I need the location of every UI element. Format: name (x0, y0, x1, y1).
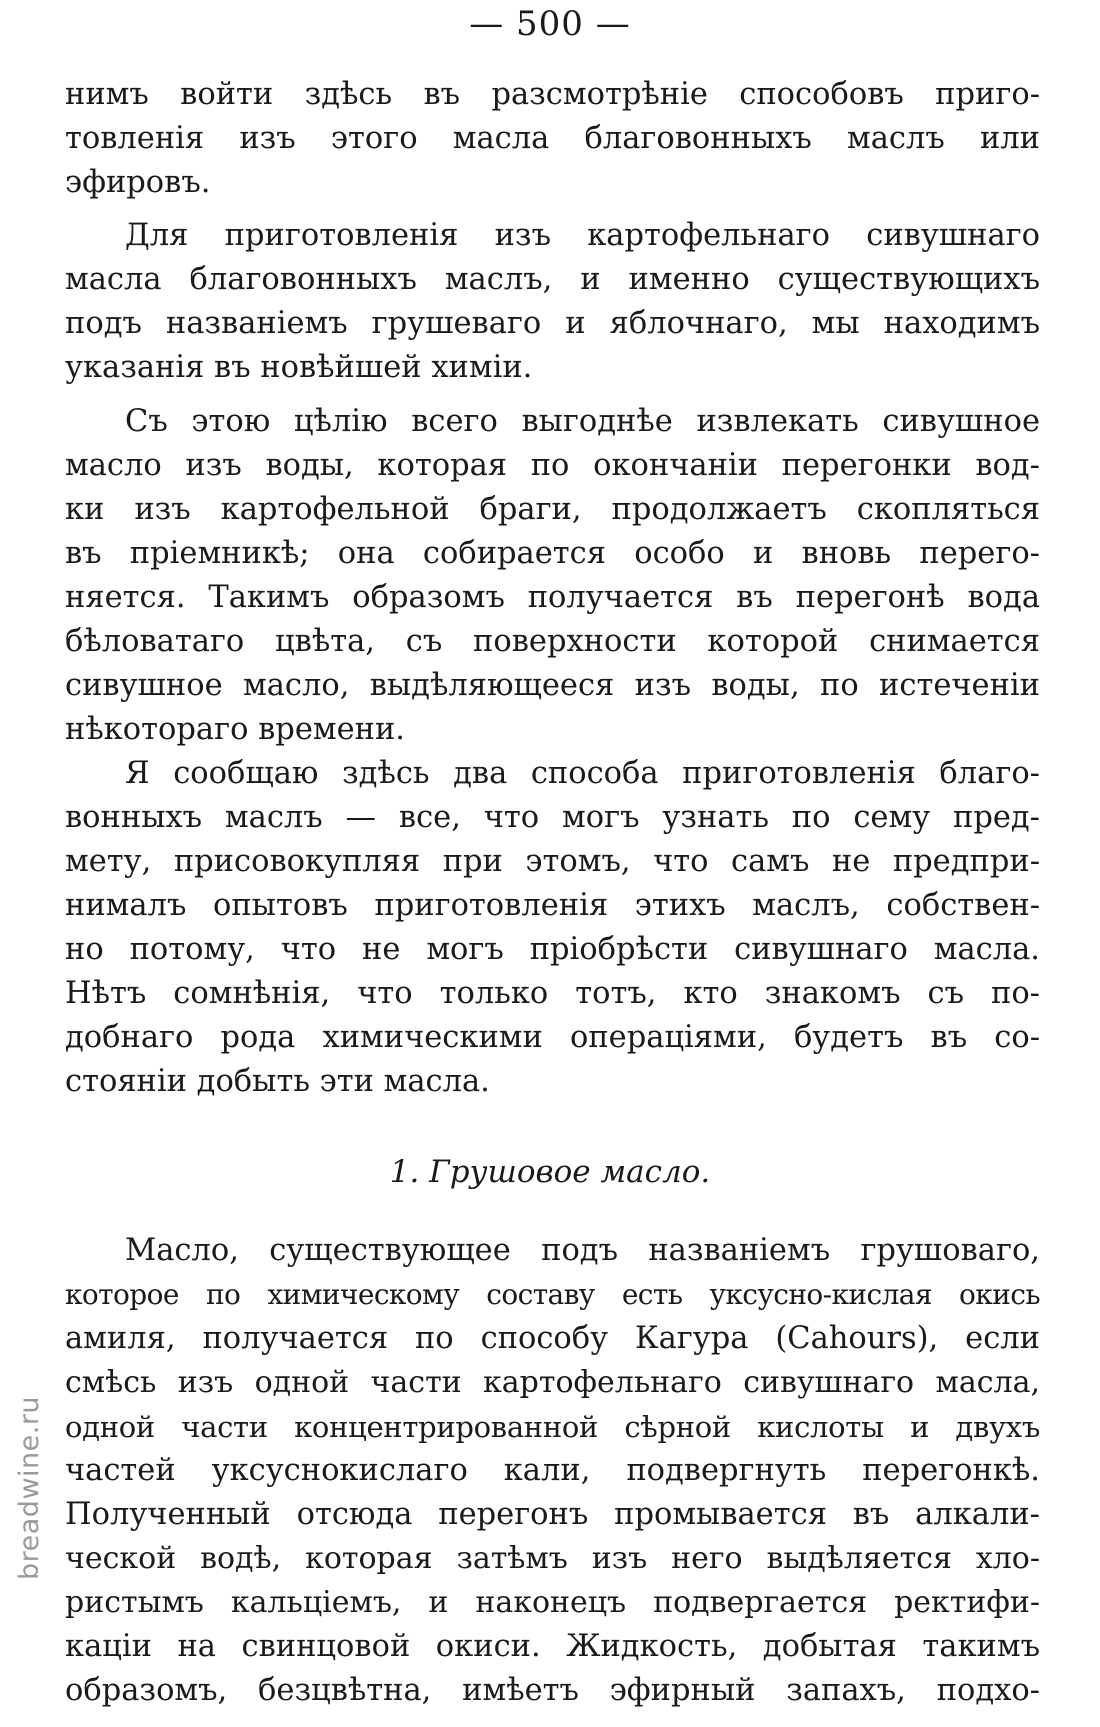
text-line: каціи на свинцовой окиси. Жидкость, добытая такимъ (65, 1629, 1040, 1664)
text-line: нѣкотораго времени. (65, 712, 405, 747)
text-line: въ пріемникѣ; она собирается особо и вновь перего- (65, 536, 1040, 571)
text-line: сивушное масло, выдѣляющееся изъ воды, по истеченіи (65, 668, 1040, 703)
text-line: стояніи добыть эти масла. (65, 1064, 490, 1099)
paragraph-preparation-intro (65, 214, 1040, 390)
text-line: смѣсь изъ одной части картофельнаго сивушнаго масла, (65, 1365, 1040, 1400)
watermark: breadwine.ru (14, 1395, 45, 1580)
text-line: эфировъ. (65, 165, 211, 200)
text-line: масла благовонныхъ маслъ, и именно существующихъ (65, 262, 1040, 297)
paragraph-extraction (65, 400, 1040, 752)
text-line: масло изъ воды, которая по окончаніи перегонки вод- (65, 448, 1040, 483)
text-line: мету, присовокупляя при этомъ, что самъ не предпри- (65, 844, 1040, 879)
text-line: Масло, существующее подъ названіемъ грушоваго, (125, 1233, 1040, 1268)
text-line: вонныхъ маслъ — все, что могъ узнать по сему пред- (65, 800, 1040, 835)
text-line: одной части концентрированной сѣрной кислоты и двухъ (65, 1410, 1040, 1444)
text-line: Нѣтъ сомнѣнія, что только тотъ, кто знакомъ съ по- (65, 976, 1040, 1011)
text-line: образомъ, безцвѣтна, имѣетъ эфирный запахъ, подхо- (65, 1673, 1040, 1708)
text-line: подъ названіемъ грушеваго и яблочнаго, мы находимъ (65, 306, 1040, 341)
text-line: добнаго рода химическими операціями, будетъ въ со- (65, 1020, 1040, 1055)
text-line: но потому, что не могъ пріобрѣсти сивушнаго масла. (65, 932, 1040, 967)
text-line: Для приготовленія изъ картофельнаго сивушнаго (125, 218, 1040, 253)
section-heading: 1. Грушовое масло. (389, 1154, 711, 1190)
page-number: — 500 — (469, 4, 631, 44)
text-line: няется. Такимъ образомъ получается въ перегонѣ вода (65, 580, 1040, 615)
paragraph-continuation (65, 73, 1040, 205)
text-line: ки изъ картофельной браги, продолжаетъ скопляться (65, 492, 1040, 527)
paragraph-pear-oil (65, 1229, 1040, 1713)
text-line: амиля, получается по способу Кагура (Cahours), если (65, 1321, 1040, 1356)
text-line: нимъ войти здѣсь въ разсмотрѣніе способовъ приго- (65, 77, 1040, 112)
text-line: ристымъ кальціемъ, и наконецъ подвергается ректифи- (65, 1585, 1040, 1620)
text-line: нималъ опытовъ приготовленія этихъ маслъ, собствен- (65, 888, 1040, 923)
text-line: Полученный отсюда перегонъ промывается въ алкали- (65, 1497, 1040, 1532)
paragraph-two-methods (65, 752, 1040, 1104)
text-line: ческой водѣ, которая затѣмъ изъ него выдѣляется хло- (65, 1541, 1040, 1576)
text-line: Съ этою цѣлію всего выгоднѣе извлекать сивушное (125, 404, 1040, 439)
text-line: Я сообщаю здѣсь два способа приготовленія благо- (125, 756, 1040, 791)
text-line: бѣловатаго цвѣта, съ поверхности которой снимается (65, 624, 1040, 659)
text-line: которое по химическому составу есть уксусно-кислая окись (65, 1278, 1040, 1311)
text-line: товленія изъ этого масла благовонныхъ маслъ или (65, 121, 1040, 156)
text-line: указанія въ новѣйшей химіи. (65, 350, 533, 385)
text-line: частей уксуснокислаго кали, подвергнуть перегонкѣ. (65, 1453, 1040, 1488)
